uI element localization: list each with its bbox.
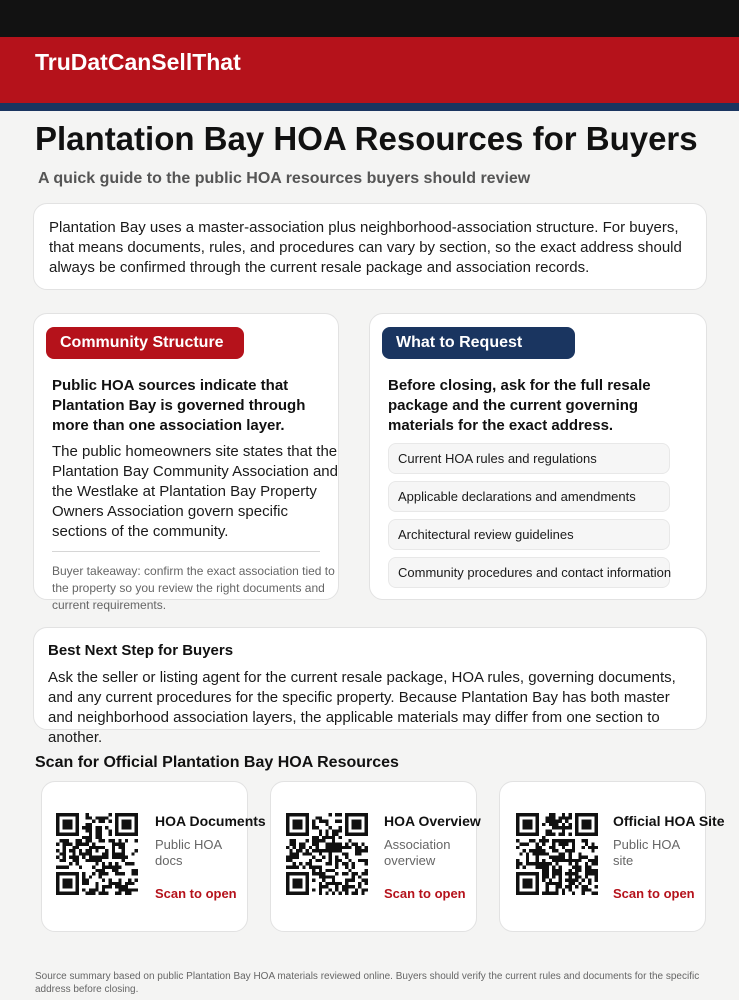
qr-modules	[516, 813, 598, 895]
community-structure-lead: Public HOA sources indicate that Plantation Bay is governed through more than one association layer.	[52, 377, 306, 434]
request-item: Community procedures and contact information	[388, 557, 670, 588]
qr-code-icon[interactable]	[516, 813, 598, 895]
next-step-text: Ask the seller or listing agent for the current resale package, HOA rules, governing documents, and any current procedures for the specific property. Because Plantation Bay has both master and neighborhood association layers, the applicable materials may differ from one section to another.	[48, 669, 676, 746]
page-title: Plantation Bay HOA Resources for Buyers	[35, 120, 698, 157]
qr-card-title: Official HOA Site	[613, 813, 725, 829]
header-divider	[0, 103, 739, 111]
buyer-takeaway: Buyer takeaway: confirm the exact association tied to the property so you review the right documents and current requirements.	[52, 564, 335, 612]
top-bar	[0, 0, 739, 37]
scan-to-open-link[interactable]: Scan to open	[155, 886, 237, 901]
qr-modules	[56, 813, 138, 895]
community-structure-pill: Community Structure	[46, 327, 244, 359]
qr-card-title: HOA Documents	[155, 813, 266, 829]
page-subtitle: A quick guide to the public HOA resources buyers should review	[38, 170, 531, 187]
next-step-title: Best Next Step for Buyers	[48, 642, 234, 659]
what-to-request-pill: What to Request	[382, 327, 575, 359]
qr-modules	[286, 813, 368, 895]
qr-code-icon[interactable]	[56, 813, 138, 895]
qr-card-title: HOA Overview	[384, 813, 481, 829]
qr-code-icon[interactable]	[286, 813, 368, 895]
scan-to-open-link[interactable]: Scan to open	[613, 886, 695, 901]
qr-card-desc: Association overview	[384, 837, 451, 868]
qr-card-desc: Public HOA site	[613, 837, 680, 868]
request-item: Architectural review guidelines	[388, 519, 670, 550]
footer-note: Source summary based on public Plantation Bay HOA materials reviewed online. Buyers should verify the current rules and documents for the specific address before closing.	[35, 971, 700, 995]
qr-card-desc: Public HOA docs	[155, 837, 222, 868]
intro-text: Plantation Bay uses a master-association plus neighborhood-association structure. For buyers, that means documents, rules, and procedures can vary by section, so the exact address should always be confirmed through the current resale package and association records.	[49, 219, 682, 276]
what-to-request-lead: Before closing, ask for the full resale package and the current governing materials for the exact address.	[388, 377, 651, 434]
divider	[52, 551, 320, 552]
scan-to-open-link[interactable]: Scan to open	[384, 886, 466, 901]
scan-section-title: Scan for Official Plantation Bay HOA Resources	[35, 754, 399, 771]
request-item: Current HOA rules and regulations	[388, 443, 670, 474]
brand-name[interactable]: TruDatCanSellThat	[35, 49, 241, 75]
community-structure-body: The public homeowners site states that the Plantation Bay Community Association and the Westlake at Plantation Bay Property Owners Association govern specific sections of the community.	[52, 443, 338, 540]
request-item: Applicable declarations and amendments	[388, 481, 670, 512]
